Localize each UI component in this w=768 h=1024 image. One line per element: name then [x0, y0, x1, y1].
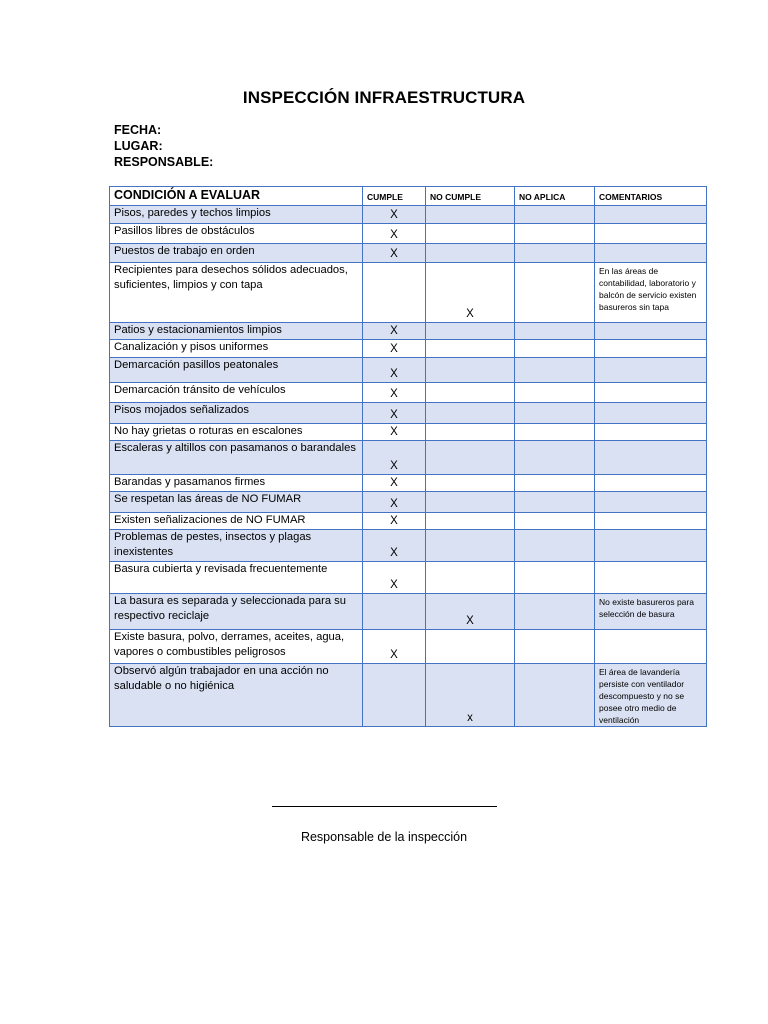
table-row — [110, 475, 707, 492]
comment-cell — [595, 244, 707, 263]
no-aplica-cell — [515, 323, 595, 340]
comment-cell — [595, 224, 707, 244]
no-cumple-cell — [426, 340, 515, 358]
no-cumple-cell — [426, 424, 515, 441]
condition-cell: Basura cubierta y revisada frecuentemente — [110, 562, 363, 594]
table-row — [110, 492, 707, 513]
cumple-cell: X — [363, 562, 426, 594]
header-no-cumple: NO CUMPLE — [426, 187, 515, 206]
no-cumple-cell — [426, 323, 515, 340]
table-row — [110, 530, 707, 562]
no-cumple-cell — [426, 513, 515, 530]
condition-cell: Se respetan las áreas de NO FUMAR — [110, 492, 363, 513]
comment-cell — [595, 323, 707, 340]
cumple-cell — [363, 263, 426, 323]
cumple-cell: X — [363, 424, 426, 441]
header-condition: CONDICIÓN A EVALUAR — [110, 187, 363, 206]
no-cumple-cell — [426, 630, 515, 664]
comment-cell — [595, 475, 707, 492]
condition-cell: Demarcación tránsito de vehículos — [110, 383, 363, 403]
table-row — [110, 562, 707, 594]
no-aplica-cell — [515, 424, 595, 441]
fecha-label: FECHA: — [114, 123, 162, 137]
comment-cell — [595, 530, 707, 562]
responsable-label: RESPONSABLE: — [114, 155, 214, 169]
signature-line — [272, 806, 497, 807]
header-cumple: CUMPLE — [363, 187, 426, 206]
no-aplica-cell — [515, 475, 595, 492]
no-aplica-cell — [515, 530, 595, 562]
condition-cell: Barandas y pasamanos firmes — [110, 475, 363, 492]
comment-cell — [595, 562, 707, 594]
cumple-cell: X — [363, 244, 426, 263]
condition-cell: La basura es separada y seleccionada para su respectivo reciclaje — [110, 594, 363, 630]
header-comentarios: COMENTARIOS — [595, 187, 707, 206]
cumple-cell: X — [363, 630, 426, 664]
table-row — [110, 224, 707, 244]
no-cumple-cell — [426, 244, 515, 263]
condition-cell: Observó algún trabajador en una acción no saludable o no higiénica — [110, 664, 363, 727]
no-aplica-cell — [515, 492, 595, 513]
no-cumple-cell — [426, 403, 515, 424]
no-cumple-cell: x — [426, 664, 515, 727]
comment-cell — [595, 383, 707, 403]
no-cumple-cell — [426, 492, 515, 513]
table-row — [110, 263, 707, 323]
cumple-cell — [363, 664, 426, 727]
table-row — [110, 383, 707, 403]
cumple-cell: X — [363, 358, 426, 383]
no-aplica-cell — [515, 263, 595, 323]
table-row — [110, 630, 707, 664]
no-cumple-cell — [426, 383, 515, 403]
no-cumple-cell — [426, 530, 515, 562]
condition-cell: Existe basura, polvo, derrames, aceites, agua, vapores o combustibles peligrosos — [110, 630, 363, 664]
condition-cell: Patios y estacionamientos limpios — [110, 323, 363, 340]
no-aplica-cell — [515, 594, 595, 630]
no-aplica-cell — [515, 562, 595, 594]
table-row — [110, 323, 707, 340]
no-aplica-cell — [515, 340, 595, 358]
condition-cell: Escaleras y altillos con pasamanos o barandales — [110, 441, 363, 475]
no-aplica-cell — [515, 224, 595, 244]
no-aplica-cell — [515, 244, 595, 263]
condition-cell: Pasillos libres de obstáculos — [110, 224, 363, 244]
cumple-cell: X — [363, 530, 426, 562]
no-cumple-cell: X — [426, 594, 515, 630]
header-fields — [114, 122, 213, 170]
table-row — [110, 513, 707, 530]
cumple-cell: X — [363, 340, 426, 358]
no-aplica-cell — [515, 358, 595, 383]
cumple-cell — [363, 594, 426, 630]
cumple-cell: X — [363, 383, 426, 403]
condition-cell: Canalización y pisos uniformes — [110, 340, 363, 358]
table-row — [110, 244, 707, 263]
header-no-aplica: NO APLICA — [515, 187, 595, 206]
no-cumple-cell — [426, 206, 515, 224]
comment-cell — [595, 630, 707, 664]
cumple-cell: X — [363, 323, 426, 340]
comment-cell — [595, 206, 707, 224]
condition-cell: Existen señalizaciones de NO FUMAR — [110, 513, 363, 530]
condition-cell: Recipientes para desechos sólidos adecuados, suficientes, limpios y con tapa — [110, 263, 363, 323]
no-cumple-cell: X — [426, 263, 515, 323]
no-cumple-cell — [426, 562, 515, 594]
condition-cell: No hay grietas o roturas en escalones — [110, 424, 363, 441]
cumple-cell: X — [363, 206, 426, 224]
no-aplica-cell — [515, 441, 595, 475]
table-row — [110, 664, 707, 727]
no-aplica-cell — [515, 664, 595, 727]
no-aplica-cell — [515, 206, 595, 224]
condition-cell: Pisos mojados señalizados — [110, 403, 363, 424]
cumple-cell: X — [363, 403, 426, 424]
condition-cell: Problemas de pestes, insectos y plagas inexistentes — [110, 530, 363, 562]
cumple-cell: X — [363, 224, 426, 244]
comment-cell: No existe basureros para selección de basura — [595, 594, 707, 630]
comment-cell — [595, 513, 707, 530]
no-aplica-cell — [515, 383, 595, 403]
no-aplica-cell — [515, 513, 595, 530]
comment-cell — [595, 340, 707, 358]
no-cumple-cell — [426, 441, 515, 475]
no-cumple-cell — [426, 475, 515, 492]
cumple-cell: X — [363, 492, 426, 513]
table-row — [110, 206, 707, 224]
page-title: INSPECCIÓN INFRAESTRUCTURA — [242, 88, 526, 107]
cumple-cell: X — [363, 441, 426, 475]
comment-cell — [595, 424, 707, 441]
table-row — [110, 358, 707, 383]
table-body — [110, 206, 707, 727]
cumple-cell: X — [363, 513, 426, 530]
table-row — [110, 403, 707, 424]
comment-cell — [595, 441, 707, 475]
condition-cell: Demarcación pasillos peatonales — [110, 358, 363, 383]
table-row — [110, 424, 707, 441]
comment-cell — [595, 358, 707, 383]
comment-cell: En las áreas de contabilidad, laboratorio y balcón de servicio existen basureros sin tapa — [595, 263, 707, 323]
no-aplica-cell — [515, 403, 595, 424]
signature-label: Responsable de la inspección — [300, 830, 468, 844]
table-row — [110, 340, 707, 358]
comment-cell — [595, 403, 707, 424]
table-row — [110, 594, 707, 630]
table-row — [110, 441, 707, 475]
lugar-label: LUGAR: — [114, 139, 163, 153]
no-aplica-cell — [515, 630, 595, 664]
no-cumple-cell — [426, 224, 515, 244]
condition-cell: Pisos, paredes y techos limpios — [110, 206, 363, 224]
no-cumple-cell — [426, 358, 515, 383]
inspection-table — [109, 186, 707, 727]
comment-cell: El área de lavandería persiste con ventilador descompuesto y no se posee otro medio de ventilación — [595, 664, 707, 727]
cumple-cell: X — [363, 475, 426, 492]
comment-cell — [595, 492, 707, 513]
condition-cell: Puestos de trabajo en orden — [110, 244, 363, 263]
